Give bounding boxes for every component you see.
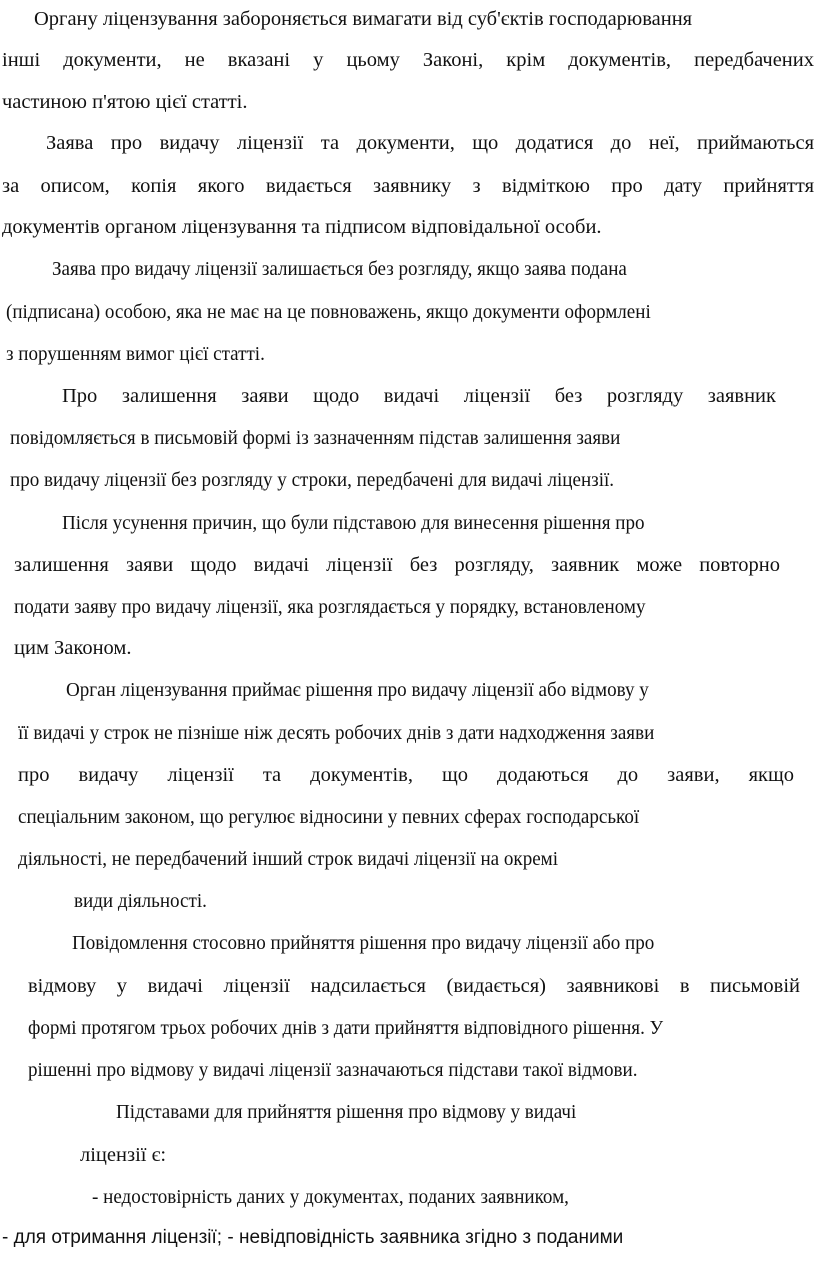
text-line: Орган ліцензування приймає рішення про видачу ліцензії або відмову у — [66, 679, 649, 701]
text-line: Після усунення причин, що були підставою для винесення рішення про — [62, 512, 645, 534]
text-line: про видачу ліцензії та документів, що додаються до заяви, якщо — [18, 764, 794, 786]
list-item: - для отримання ліцензії; - невідповідність заявника згідно з поданими — [2, 1227, 624, 1248]
text-line: залишення заяви щодо видачі ліцензії без розгляду, заявник може повторно — [14, 554, 780, 576]
text-line: її видачі у строк не пізніше ніж десять робочих днів з дати надходження заяви — [18, 722, 655, 744]
text-line: подати заяву про видачу ліцензії, яка розглядається у порядку, встановленому — [14, 596, 646, 618]
text-line: частиною п'ятою цієї статті. — [2, 91, 248, 113]
text-line: інші документи, не вказані у цьому Законі, крім документів, передбачених — [2, 49, 814, 71]
text-line: рішенні про відмову у видачі ліцензії зазначаються підстави такої відмови. — [28, 1059, 638, 1081]
text-line: повідомляється в письмовій формі із зазначенням підстав залишення заяви — [10, 427, 621, 449]
text-line: формі протягом трьох робочих днів з дати прийняття відповідного рішення. У — [28, 1017, 664, 1039]
text-line: спеціальним законом, що регулює відносини у певних сферах господарської — [18, 806, 640, 828]
text-line: з порушенням вимог цієї статті. — [6, 343, 265, 365]
text-line: Органу ліцензування забороняється вимагати від суб'єктів господарювання — [34, 8, 693, 30]
text-line: про видачу ліцензії без розгляду у строки, передбачені для видачі ліцензії. — [10, 469, 615, 491]
text-line: діяльності, не передбачений інший строк видачі ліцензії на окремі — [18, 848, 559, 870]
text-line: ліцензії є: — [80, 1144, 167, 1166]
text-line: Заява про видачу ліцензії залишається без розгляду, якщо заява подана — [52, 258, 627, 280]
text-line: Підставами для прийняття рішення про відмову у видачі — [116, 1101, 577, 1123]
text-line: відмову у видачі ліцензії надсилається (видається) заявникові в письмовій — [28, 975, 800, 997]
text-line: за описом, копія якого видається заявнику з відміткою про дату прийняття — [2, 175, 814, 197]
text-line: цим Законом. — [14, 637, 132, 659]
text-line: Заява про видачу ліцензії та документи, що додатися до неї, приймаються — [46, 132, 814, 154]
text-line: (підписана) особою, яка не має на це повноважень, якщо документи оформлені — [6, 301, 651, 323]
text-line: Про залишення заяви щодо видачі ліцензії без розгляду заявник — [62, 385, 776, 407]
list-item: - недостовірність даних у документах, поданих заявником, — [92, 1186, 569, 1208]
text-line: види діяльності. — [74, 890, 207, 912]
text-line: документів органом ліцензування та підписом відповідальної особи. — [2, 216, 602, 238]
text-line: Повідомлення стосовно прийняття рішення про видачу ліцензії або про — [72, 932, 655, 954]
